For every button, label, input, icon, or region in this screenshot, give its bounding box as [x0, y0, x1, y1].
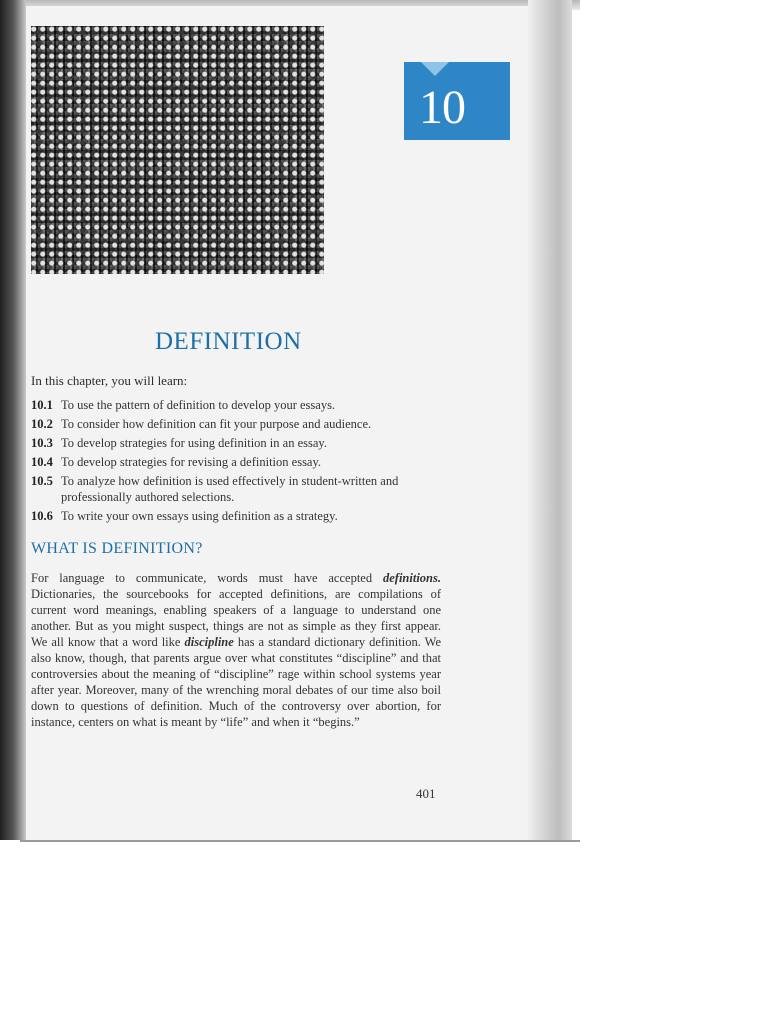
chapter-number: 10 [419, 81, 465, 134]
objective-item [31, 416, 451, 432]
objective-text: To consider how definition can fit your purpose and audience. [61, 417, 372, 431]
page-bottom-edge [20, 840, 580, 842]
objective-number: 10.5 [31, 474, 53, 488]
objective-item [31, 397, 451, 413]
paragraph [31, 570, 441, 730]
objective-number: 10.6 [31, 509, 53, 523]
page-number: 401 [416, 786, 436, 801]
book-left-edge [0, 0, 26, 840]
book-spine-shadow [528, 0, 572, 842]
term-discipline: discipline [184, 635, 234, 649]
objective-item [31, 508, 451, 524]
paragraph-text: Dictionaries, the sourcebooks for accepted definitions, are compilations of current word meanings, enabling speakers of a language to understand one another. But as you might suspect, things are not as simple as they first appear. We all know that a word like [31, 587, 441, 649]
section-heading: WHAT IS DEFINITION? [31, 540, 203, 557]
objective-number: 10.4 [31, 455, 53, 469]
chapter-title: DEFINITION [155, 328, 302, 355]
objective-text: To develop strategies for revising a definition essay. [61, 455, 322, 469]
objective-number: 10.3 [31, 436, 53, 450]
objectives-list [31, 397, 451, 527]
objective-item [31, 435, 451, 451]
paragraph-text: has a standard dictionary definition. We also know, though, that parents argue over what constitutes “discipline” and that controversies about the meaning of “discipline” rage within school systems year after year. Moreover, many of the wrenching moral debates of our time also boil down to questions of definition. Much of the controversy over abortion, for instance, centers on what is meant by “life” and when it “begins.” [31, 635, 441, 729]
objective-text: To develop strategies for using definition in an essay. [61, 436, 327, 450]
objective-item [31, 454, 451, 470]
body-paragraph [31, 570, 441, 730]
objective-text: To use the pattern of definition to develop your essays. [61, 398, 336, 412]
objective-number: 10.1 [31, 398, 53, 412]
term-definitions: definitions. [383, 571, 441, 585]
paragraph-text: For language to communicate, words must have accepted [31, 571, 383, 585]
chapter-arrow-icon [421, 62, 449, 76]
objective-text: To write your own essays using definition as a strategy. [61, 509, 338, 523]
objective-text: To analyze how definition is used effectively in student-written and professionally authored selections. [61, 474, 399, 504]
objective-number: 10.2 [31, 417, 53, 431]
objective-item [31, 473, 451, 505]
crowd-photo-icon [31, 26, 324, 274]
objectives-intro: In this chapter, you will learn: [31, 373, 188, 388]
